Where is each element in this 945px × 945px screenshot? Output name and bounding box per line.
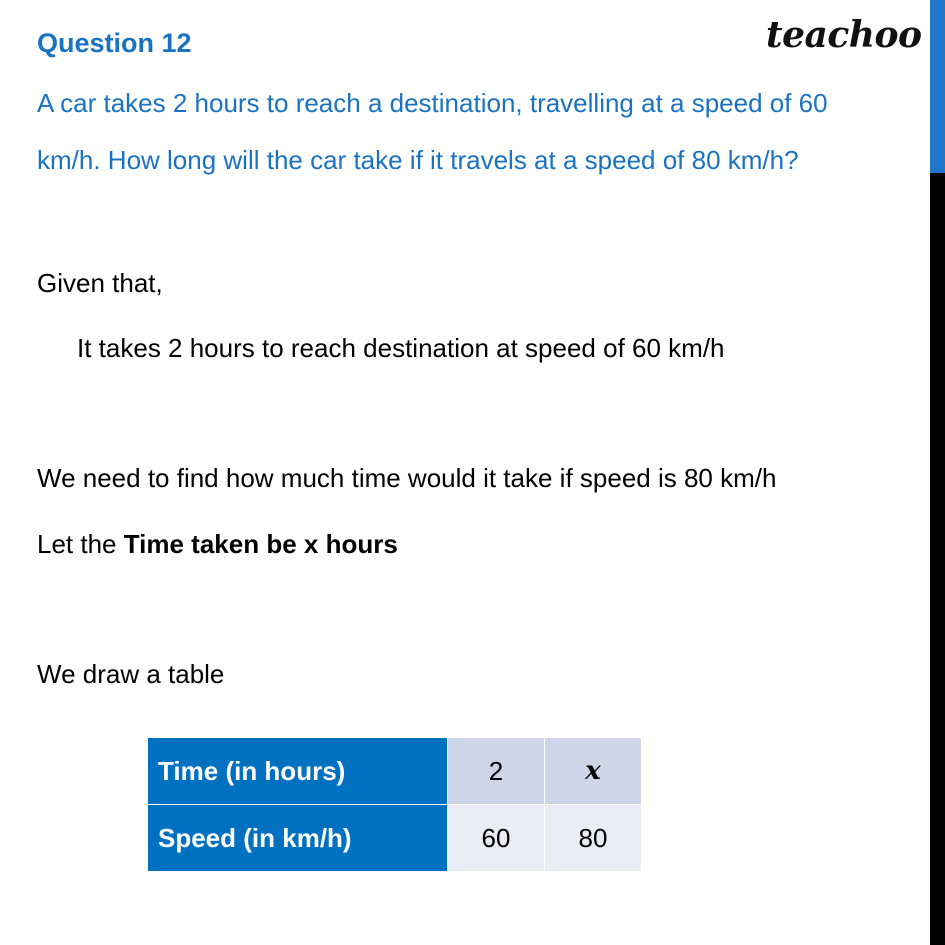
row-label-time: Time (in hours)	[148, 738, 448, 805]
table-cell: 2	[448, 738, 545, 805]
table-cell: 60	[448, 805, 545, 872]
table-cell: 80	[545, 805, 642, 872]
let-bold: Time taken be x hours	[123, 529, 398, 559]
draw-table-statement: We draw a table	[37, 659, 225, 689]
given-statement: It takes 2 hours to reach destination at speed of 60 km/h	[77, 333, 725, 363]
question-number: Question 12	[37, 28, 192, 58]
teachoo-logo: teachoo	[766, 14, 922, 56]
time-speed-table	[147, 737, 642, 872]
side-bar	[930, 0, 945, 945]
table-cell-variable: x	[545, 738, 642, 805]
let-statement	[37, 529, 398, 560]
table-row-time	[148, 738, 642, 805]
table-row-speed	[148, 805, 642, 872]
row-label-speed: Speed (in km/h)	[148, 805, 448, 872]
let-prefix: Let the	[37, 529, 124, 559]
side-bar-accent	[930, 0, 945, 173]
need-statement: We need to find how much time would it take if speed is 80 km/h	[37, 463, 777, 493]
given-label: Given that,	[37, 268, 163, 298]
question-line-2: km/h. How long will the car take if it travels at a speed of 80 km/h?	[37, 145, 799, 175]
question-line-1: A car takes 2 hours to reach a destination, travelling at a speed of 60	[37, 88, 828, 118]
